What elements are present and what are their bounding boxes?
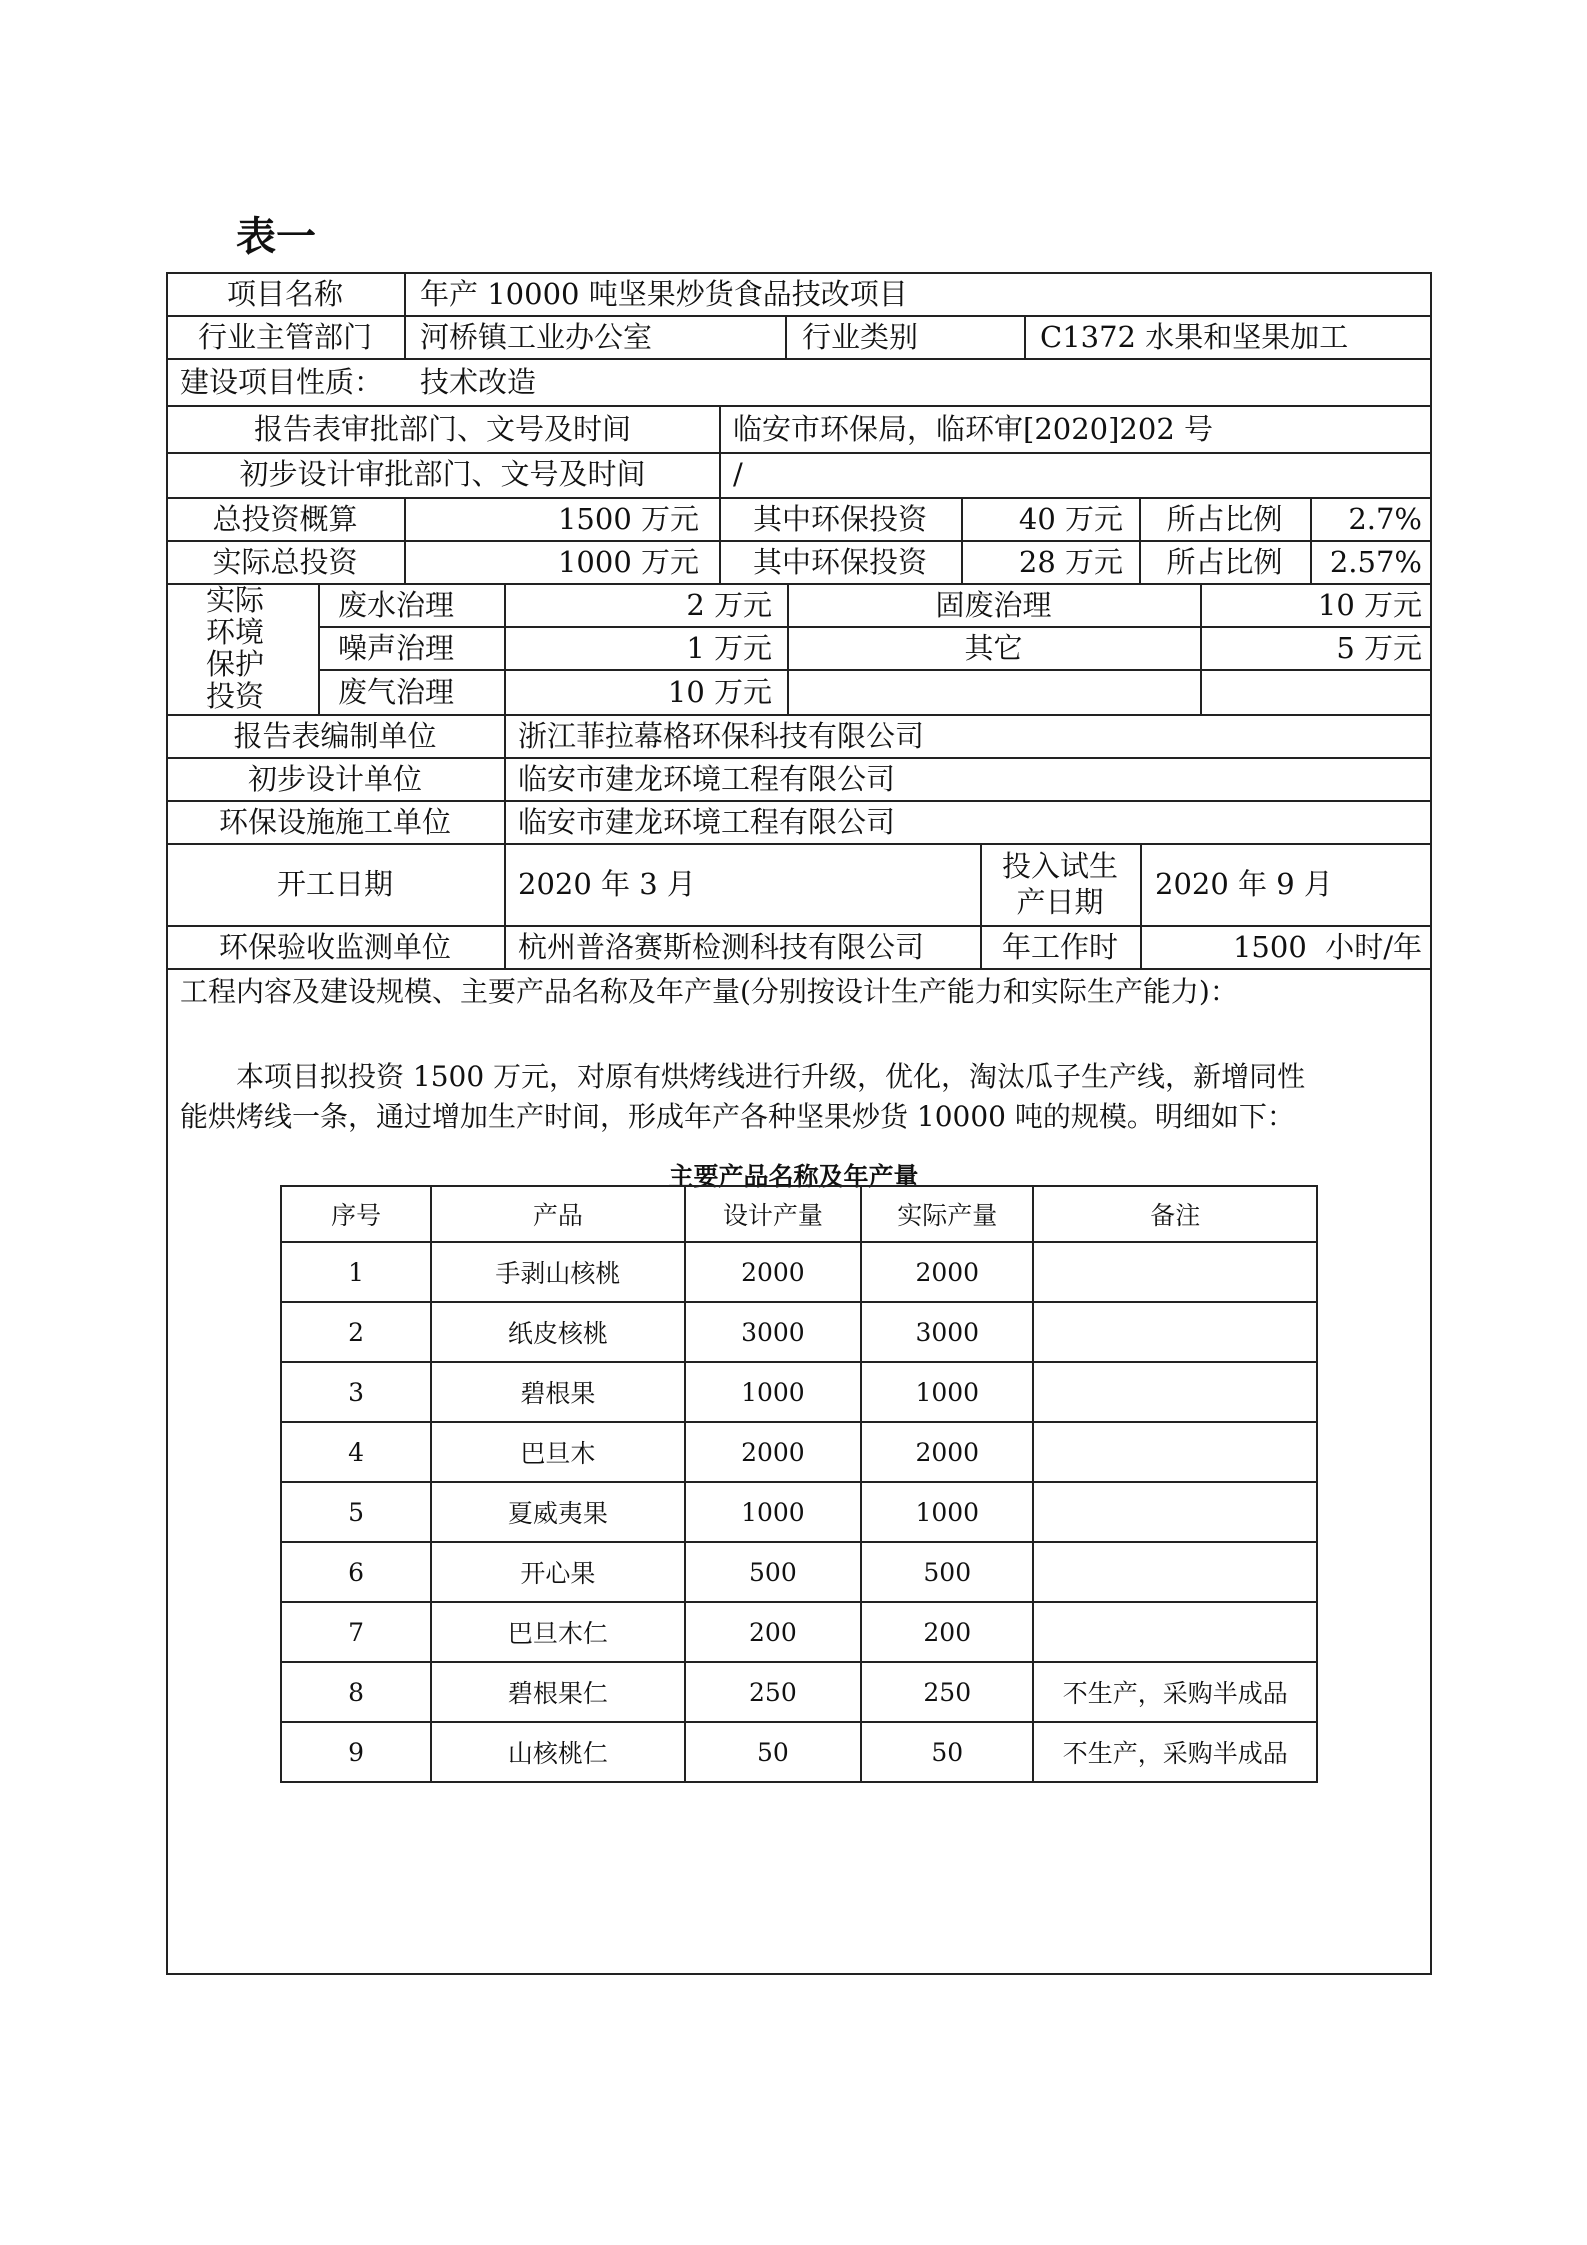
cell-design: 200 bbox=[685, 1602, 861, 1662]
budget-total: 1500 万元 bbox=[557, 502, 699, 536]
cell-note: 不生产，采购半成品 bbox=[1033, 1662, 1317, 1722]
row-divider bbox=[166, 843, 1432, 845]
budget-env: 40 万元 bbox=[1018, 502, 1123, 536]
actual-label: 实际总投资 bbox=[212, 545, 358, 579]
actual-env: 28 万元 bbox=[1018, 545, 1123, 579]
cell-seq: 2 bbox=[281, 1302, 431, 1362]
cell-design: 50 bbox=[685, 1722, 861, 1782]
table-row bbox=[281, 1242, 1317, 1302]
cell-actual: 250 bbox=[861, 1662, 1033, 1722]
content-heading: 工程内容及建设规模、主要产品名称及年产量(分别按设计生产能力和实际生产能力)： bbox=[180, 975, 1238, 1008]
monitor-unit-label: 环保验收监测单位 bbox=[218, 930, 451, 964]
cell-seq: 3 bbox=[281, 1362, 431, 1422]
cell-product: 巴旦木仁 bbox=[431, 1602, 685, 1662]
wastewater-value: 2 万元 bbox=[686, 588, 772, 622]
row-divider bbox=[166, 925, 1432, 927]
header-actual: 实际产量 bbox=[861, 1186, 1033, 1242]
monitor-unit-value: 杭州普洛赛斯检测科技有限公司 bbox=[518, 930, 925, 964]
dept-value: 河桥镇工业办公室 bbox=[420, 320, 653, 354]
row-divider bbox=[166, 405, 1432, 407]
start-date-value: 2020 年 3 月 bbox=[518, 867, 696, 901]
report-approval-value: 临安市环保局，临环审[2020]202 号 bbox=[733, 412, 1214, 446]
cell-product: 山核桃仁 bbox=[431, 1722, 685, 1782]
hours-label: 年工作时 bbox=[1001, 930, 1118, 964]
construction-unit-value: 临安市建龙环境工程有限公司 bbox=[518, 805, 896, 839]
row-divider bbox=[166, 757, 1432, 759]
actual-total: 1000 万元 bbox=[557, 545, 699, 579]
table-row bbox=[281, 1362, 1317, 1422]
cell-seq: 7 bbox=[281, 1602, 431, 1662]
col-divider bbox=[404, 272, 406, 358]
row-divider bbox=[166, 452, 1432, 454]
row-divider bbox=[166, 583, 1432, 585]
cell-note bbox=[1033, 1362, 1317, 1422]
cell-product: 手剥山核桃 bbox=[431, 1242, 685, 1302]
cell-design: 1000 bbox=[685, 1362, 861, 1422]
design-unit-label: 初步设计单位 bbox=[247, 762, 422, 796]
project-name-value: 年产 10000 吨坚果炒货食品技改项目 bbox=[420, 277, 908, 311]
cell-note: 不生产，采购半成品 bbox=[1033, 1722, 1317, 1782]
row-divider bbox=[318, 669, 1432, 671]
cell-actual: 50 bbox=[861, 1722, 1033, 1782]
solid-label: 固废治理 bbox=[935, 588, 1052, 622]
table-row bbox=[281, 1662, 1317, 1722]
env-block-label-line: 环境 bbox=[206, 615, 265, 649]
cell-design: 250 bbox=[685, 1662, 861, 1722]
actual-ratio-label: 所占比例 bbox=[1166, 545, 1283, 579]
row-divider bbox=[166, 800, 1432, 802]
env-block-label-line: 实际 bbox=[206, 583, 265, 617]
row-divider bbox=[318, 626, 1432, 628]
cell-product: 巴旦木 bbox=[431, 1422, 685, 1482]
cell-actual: 3000 bbox=[861, 1302, 1033, 1362]
trial-date-label-line: 产日期 bbox=[1016, 885, 1104, 919]
cell-note bbox=[1033, 1482, 1317, 1542]
row-divider bbox=[166, 497, 1432, 499]
noise-value: 1 万元 bbox=[686, 631, 772, 665]
cell-actual: 200 bbox=[861, 1602, 1033, 1662]
noise-label: 噪声治理 bbox=[338, 631, 455, 665]
cell-design: 2000 bbox=[685, 1242, 861, 1302]
cell-note bbox=[1033, 1602, 1317, 1662]
cell-actual: 500 bbox=[861, 1542, 1033, 1602]
cell-note bbox=[1033, 1542, 1317, 1602]
cell-seq: 1 bbox=[281, 1242, 431, 1302]
row-divider bbox=[166, 968, 1432, 970]
products-table bbox=[280, 1185, 1318, 1783]
table-header-row bbox=[281, 1186, 1317, 1242]
cell-note bbox=[1033, 1302, 1317, 1362]
solid-value: 10 万元 bbox=[1317, 588, 1422, 622]
header-seq: 序号 bbox=[281, 1186, 431, 1242]
gas-label: 废气治理 bbox=[338, 675, 455, 709]
budget-label: 总投资概算 bbox=[212, 502, 358, 536]
table-row bbox=[281, 1542, 1317, 1602]
row-divider bbox=[166, 540, 1432, 542]
actual-ratio: 2.57% bbox=[1329, 545, 1422, 579]
env-block-label-line: 保护 bbox=[206, 647, 265, 681]
cell-design: 500 bbox=[685, 1542, 861, 1602]
start-date-label: 开工日期 bbox=[276, 867, 393, 901]
env-block-label bbox=[206, 584, 264, 712]
cell-actual: 1000 bbox=[861, 1482, 1033, 1542]
wastewater-label: 废水治理 bbox=[338, 588, 455, 622]
cell-note bbox=[1033, 1422, 1317, 1482]
prelim-approval-label: 初步设计审批部门、文号及时间 bbox=[239, 457, 646, 491]
content-line-2: 能烘烤线一条，通过增加生产时间，形成年产各种坚果炒货 10000 吨的规模。明细如下： bbox=[180, 1100, 1295, 1133]
cell-actual: 2000 bbox=[861, 1242, 1033, 1302]
cell-actual: 1000 bbox=[861, 1362, 1033, 1422]
table-row bbox=[281, 1422, 1317, 1482]
row-divider bbox=[166, 714, 1432, 716]
cell-actual: 2000 bbox=[861, 1422, 1033, 1482]
budget-ratio-label: 所占比例 bbox=[1166, 502, 1283, 536]
cell-product: 碧根果仁 bbox=[431, 1662, 685, 1722]
page-heading: 表一 bbox=[236, 214, 316, 260]
cell-product: 纸皮核桃 bbox=[431, 1302, 685, 1362]
industry-label: 行业类别 bbox=[802, 320, 919, 354]
row-divider bbox=[166, 358, 1432, 360]
cell-seq: 4 bbox=[281, 1422, 431, 1482]
budget-env-label: 其中环保投资 bbox=[752, 502, 927, 536]
col-divider bbox=[318, 583, 320, 714]
industry-value: C1372 水果和坚果加工 bbox=[1040, 320, 1349, 354]
nature-label: 建设项目性质： bbox=[180, 365, 384, 399]
project-name-label: 项目名称 bbox=[226, 277, 343, 311]
report-approval-label: 报告表审批部门、文号及时间 bbox=[253, 412, 631, 446]
table-row bbox=[281, 1482, 1317, 1542]
col-divider bbox=[1024, 315, 1026, 358]
design-unit-value: 临安市建龙环境工程有限公司 bbox=[518, 762, 896, 796]
dept-label: 行业主管部门 bbox=[197, 320, 372, 354]
construction-unit-label: 环保设施施工单位 bbox=[218, 805, 451, 839]
hours-value: 1500 小时/年 bbox=[1232, 930, 1422, 964]
report-unit-label: 报告表编制单位 bbox=[233, 719, 437, 753]
nature-value: 技术改造 bbox=[420, 365, 537, 399]
cell-note bbox=[1033, 1242, 1317, 1302]
cell-seq: 5 bbox=[281, 1482, 431, 1542]
prelim-approval-value: / bbox=[733, 457, 743, 491]
cell-design: 3000 bbox=[685, 1302, 861, 1362]
col-divider bbox=[785, 315, 787, 358]
other-value: 5 万元 bbox=[1336, 631, 1422, 665]
header-product: 产品 bbox=[431, 1186, 685, 1242]
trial-date-label bbox=[980, 848, 1140, 920]
budget-ratio: 2.7% bbox=[1348, 502, 1422, 536]
cell-product: 夏威夷果 bbox=[431, 1482, 685, 1542]
cell-product: 开心果 bbox=[431, 1542, 685, 1602]
products-table-title: 主要产品名称及年产量 bbox=[668, 1162, 919, 1191]
table-row bbox=[281, 1602, 1317, 1662]
header-note: 备注 bbox=[1033, 1186, 1317, 1242]
trial-date-label-line: 投入试生 bbox=[1001, 849, 1118, 883]
cell-seq: 6 bbox=[281, 1542, 431, 1602]
gas-value: 10 万元 bbox=[667, 675, 772, 709]
cell-seq: 9 bbox=[281, 1722, 431, 1782]
env-block-label-line: 投资 bbox=[206, 679, 265, 713]
trial-date-value: 2020 年 9 月 bbox=[1155, 867, 1333, 901]
cell-product: 碧根果 bbox=[431, 1362, 685, 1422]
cell-design: 1000 bbox=[685, 1482, 861, 1542]
other-label: 其它 bbox=[964, 631, 1023, 665]
row-divider bbox=[166, 315, 1432, 317]
header-design: 设计产量 bbox=[685, 1186, 861, 1242]
table-row bbox=[281, 1722, 1317, 1782]
cell-seq: 8 bbox=[281, 1662, 431, 1722]
cell-design: 2000 bbox=[685, 1422, 861, 1482]
actual-env-label: 其中环保投资 bbox=[752, 545, 927, 579]
content-line-1: 本项目拟投资 1500 万元，对原有烘烤线进行升级，优化，淘汰瓜子生产线，新增同性 bbox=[236, 1060, 1306, 1093]
table-row bbox=[281, 1302, 1317, 1362]
report-unit-value: 浙江菲拉幕格环保科技有限公司 bbox=[518, 719, 925, 753]
